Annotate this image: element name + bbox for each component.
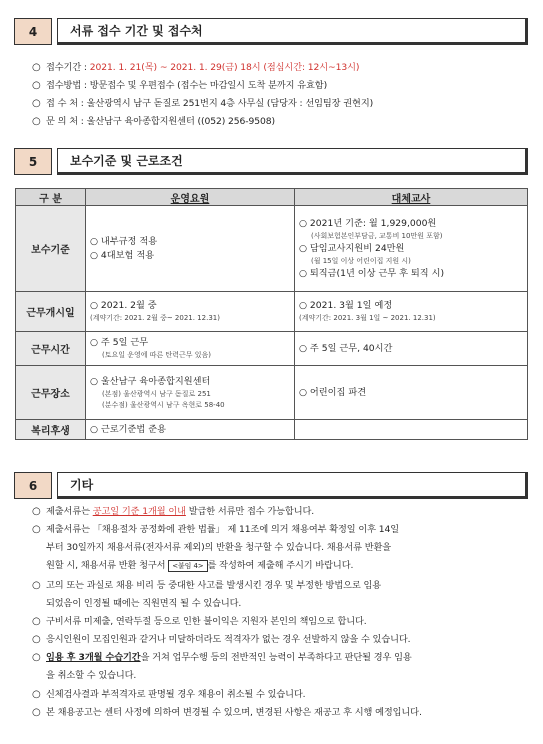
header-category: 구 분 bbox=[16, 189, 86, 206]
table-header-row bbox=[16, 189, 528, 206]
list-item-continued: 부터 30일까지 채용서류(전자서류 제외)의 반환을 청구할 수 있습니다. 채용서류 반환을 bbox=[46, 542, 392, 553]
cell: ○ 내부규정 적용 ○ 4대보험 적용 bbox=[86, 206, 295, 292]
table-row bbox=[16, 292, 528, 332]
row-label: 보수기준 bbox=[16, 206, 86, 292]
cell: ○ 2021년 기준: 월 1,929,000원 (사회보험본인부담금, 교통비 10만원 포함) ○ 담임교사지원비 24만원 (월 15일 이상 어린이집 지원 시) ○ 퇴직금(1년 이상 근무 후 퇴직 시) bbox=[295, 206, 528, 292]
section-number: 4 bbox=[14, 18, 52, 45]
header-substitute-teacher: 대체교사 bbox=[295, 189, 528, 206]
cell: ○ 주 5일 근무 (토요일 운영에 따른 탄력근무 있음) bbox=[86, 332, 295, 366]
section-title: 보수기준 및 근로조건 bbox=[57, 148, 528, 175]
list-item-continued: 을 취소할 수 있습니다. bbox=[46, 670, 137, 681]
section-5-header bbox=[14, 148, 528, 175]
header-operations-staff: 운영요원 bbox=[86, 189, 295, 206]
list-item: ○ 제출서류는 공고일 기준 1개월 이내 발급한 서류만 접수 가능합니다. bbox=[32, 506, 315, 517]
attachment-label: <붙임 4> bbox=[168, 560, 207, 572]
list-item: ○ 구비서류 미제출, 연락두절 등으로 인한 불이익은 지원자 본인의 책임으로 합니다. bbox=[32, 616, 367, 627]
list-item: ○ 고의 또는 과실로 채용 비리 등 중대한 사고를 발생시킨 경우 및 부정한 방법으로 임용 bbox=[32, 580, 382, 591]
list-item: ○ 문 의 처 : 울산남구 육아종합지원센터 ((052) 256-9508) bbox=[32, 116, 275, 127]
row-label: 근무장소 bbox=[16, 366, 86, 420]
cell: ○ 근로기준법 준용 bbox=[86, 420, 295, 440]
list-item: ○ 제출서류는 「채용절차 공정화에 관한 법률」 제 11조에 의거 채용여부 확정일 이후 14일 bbox=[32, 524, 399, 535]
table-row bbox=[16, 420, 528, 440]
list-item: ○ 접 수 처 : 울산광역시 남구 돋질로 251번지 4층 사무실 (담당자 : 선임팀장 권현지) bbox=[32, 98, 374, 109]
table-row bbox=[16, 332, 528, 366]
cell: ○ 울산남구 육아종합지원센터 (본점) 울산광역시 남구 돋질로 251 (분수점) 울산광역시 남구 옥현로 58-40 bbox=[86, 366, 295, 420]
cell: ○ 주 5일 근무, 40시간 bbox=[295, 332, 528, 366]
section-number: 6 bbox=[14, 472, 52, 499]
list-item: ○ 접수기간 : 2021. 1. 21(목) ~ 2021. 1. 29(금) 18시 (점심시간: 12시~13시) bbox=[32, 62, 360, 73]
cell: ○ 어린이집 파견 bbox=[295, 366, 528, 420]
list-item: ○ 본 채용공고는 센터 사정에 의하여 변경될 수 있으며, 변경된 사항은 재공고 후 시행 예정입니다. bbox=[32, 707, 422, 718]
list-item: ○ 응시인원이 모집인원과 같거나 미달하더라도 적격자가 없는 경우 선발하지 않을 수 있습니다. bbox=[32, 634, 411, 645]
cell bbox=[295, 420, 528, 440]
list-item-continued: 원할 시, 채용서류 반환 청구서 <붙임 4> 를 작성하여 제출해 주시기 바랍니다. bbox=[46, 560, 354, 571]
list-item: ○ 임용 후 3개월 수습기간을 거쳐 업무수행 등의 전반적인 능력이 부족하다고 판단될 경우 임용 bbox=[32, 652, 412, 663]
table-row bbox=[16, 206, 528, 292]
list-item: ○ 신체검사결과 부적격자로 판명될 경우 채용이 취소될 수 있습니다. bbox=[32, 689, 306, 700]
row-label: 근무개시일 bbox=[16, 292, 86, 332]
conditions-table bbox=[15, 188, 528, 440]
section-number: 5 bbox=[14, 148, 52, 175]
section-6-header bbox=[14, 472, 528, 499]
row-label: 근무시간 bbox=[16, 332, 86, 366]
cell: ○ 2021. 2월 중 (계약기간: 2021. 2월 중~ 2021. 12.31) bbox=[86, 292, 295, 332]
list-item: ○ 접수방법 : 방문접수 및 우편접수 (접수는 마감일시 도착 분까지 유효함) bbox=[32, 80, 328, 91]
table-row bbox=[16, 366, 528, 420]
row-label: 복리후생 bbox=[16, 420, 86, 440]
list-item-continued: 되었음이 인정될 때에는 직원면직 될 수 있습니다. bbox=[46, 598, 242, 609]
section-title: 기타 bbox=[57, 472, 528, 499]
cell: ○ 2021. 3월 1일 예정 (계약기간: 2021. 3월 1일 ~ 2021. 12.31) bbox=[295, 292, 528, 332]
section-title: 서류 접수 기간 및 접수처 bbox=[57, 18, 528, 45]
section-4-header bbox=[14, 18, 528, 45]
